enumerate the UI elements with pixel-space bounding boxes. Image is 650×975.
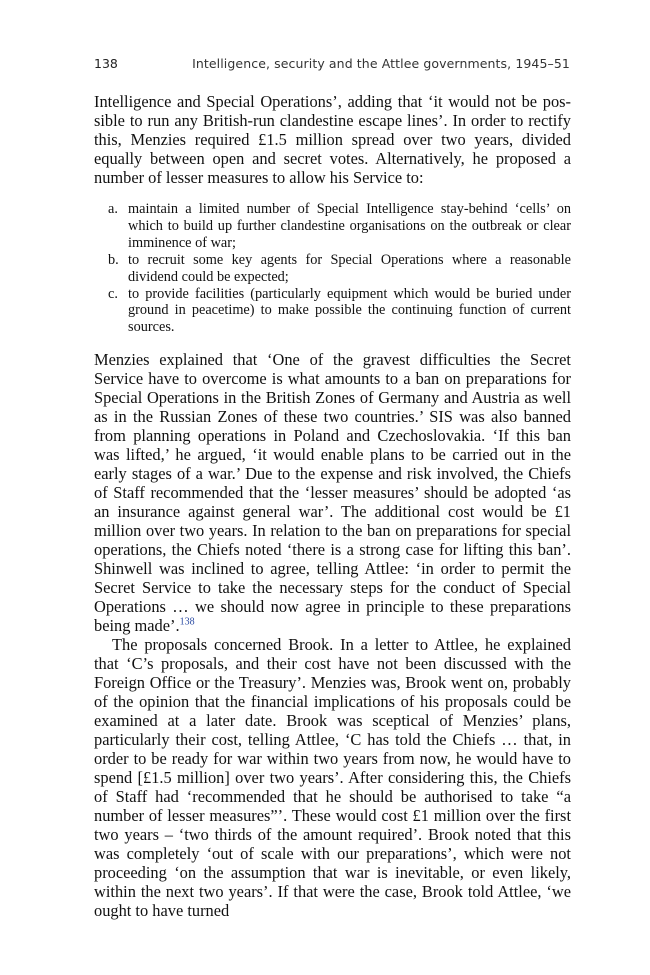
paragraph-intro: Intelligence and Special Operations’, adding that ‘it would not be possible to run any British-run clandestine escape lines’. In order to rectify this, Menzies required £1.5 million spread over two years, divided equally between open and secret votes. Alternatively, he proposed a number of lesser measures to allow his Service to: — [94, 92, 571, 187]
list-item — [108, 252, 571, 286]
list-item — [108, 286, 571, 337]
running-title: Intelligence, security and the Attlee governments, 1945–51 — [192, 56, 570, 71]
footnote-reference[interactable]: 138 — [179, 616, 195, 628]
paragraph-menzies — [94, 350, 571, 635]
list-item-text: to provide facilities (particularly equipment which would be buried under ground in peacetime) to make possible the continuing function of current sources. — [128, 285, 571, 336]
list-marker: c. — [108, 285, 118, 302]
list-item-text: maintain a limited number of Special Intelligence stay-behind ‘cells’ on which to build up further clandestine organisations on the outbreak or clear imminence of war; — [128, 201, 571, 251]
page-number: 138 — [94, 56, 118, 71]
paragraph-brook: The proposals concerned Brook. In a letter to Attlee, he explained that ‘C’s proposals, and their cost have not been discussed with the Foreign Office or the Treasury’. Menzies was, Brook went on, probably of the opinion that the financial implications of his proposals could be examined at a later date. Brook was sceptical of Menzies’ plans, particularly their cost, telling Attlee, ‘C has told the Chiefs … that, in order to be ready for war within two years from now, he would have to spend [£1.5 million] over two years’. After considering this, the Chiefs of Staff had ‘recommended that he should be authorised to take “a number of lesser measures”’. These would cost £1 million over the first two years – ‘two thirds of the amount required’. Brook noted that this was completely ‘out of scale with our preparations’, which were not proceeding ‘on the assumption that war is inevitable, or even likely, within the next two years’. If that were the case, Brook told Attlee, ‘we ought to have turned — [94, 635, 571, 921]
running-header — [94, 56, 570, 74]
body-text — [94, 92, 571, 920]
list-item-text: to recruit some key agents for Special Operations where a reasonable dividend could be expected; — [128, 251, 571, 285]
paragraph-menzies-text: Menzies explained that ‘One of the gravest difficulties the Secret Service have to overcome is what amounts to a ban on preparations for Special Operations in the British Zones of Germany and Austria as well as in the Russian Zones of these two countries.’ SIS was also banned from planning operations in Poland and Czechoslovakia. ‘If this ban was lifted,’ he argued, ‘it would enable plans to be carried out in the early stages of a war.’ Due to the expense and risk involved, the Chiefs of Staff recommended that the ‘lesser measures’ should be adopted ‘as an insurance against general war’. The additional cost would be £1 million over two years. In relation to the ban on preparations for special operations, the Chiefs noted ‘there is a strong case for lifting this ban’. Shinwell was inclined to agree, telling Attlee: ‘in order to permit the Secret Service to take the necessary steps for the conduct of Special Operations … we should now agree in principle to these preparations being made’. — [94, 350, 571, 636]
measures-list — [94, 201, 571, 336]
list-item — [108, 201, 571, 252]
list-marker: a. — [108, 201, 118, 217]
list-marker: b. — [108, 251, 119, 268]
